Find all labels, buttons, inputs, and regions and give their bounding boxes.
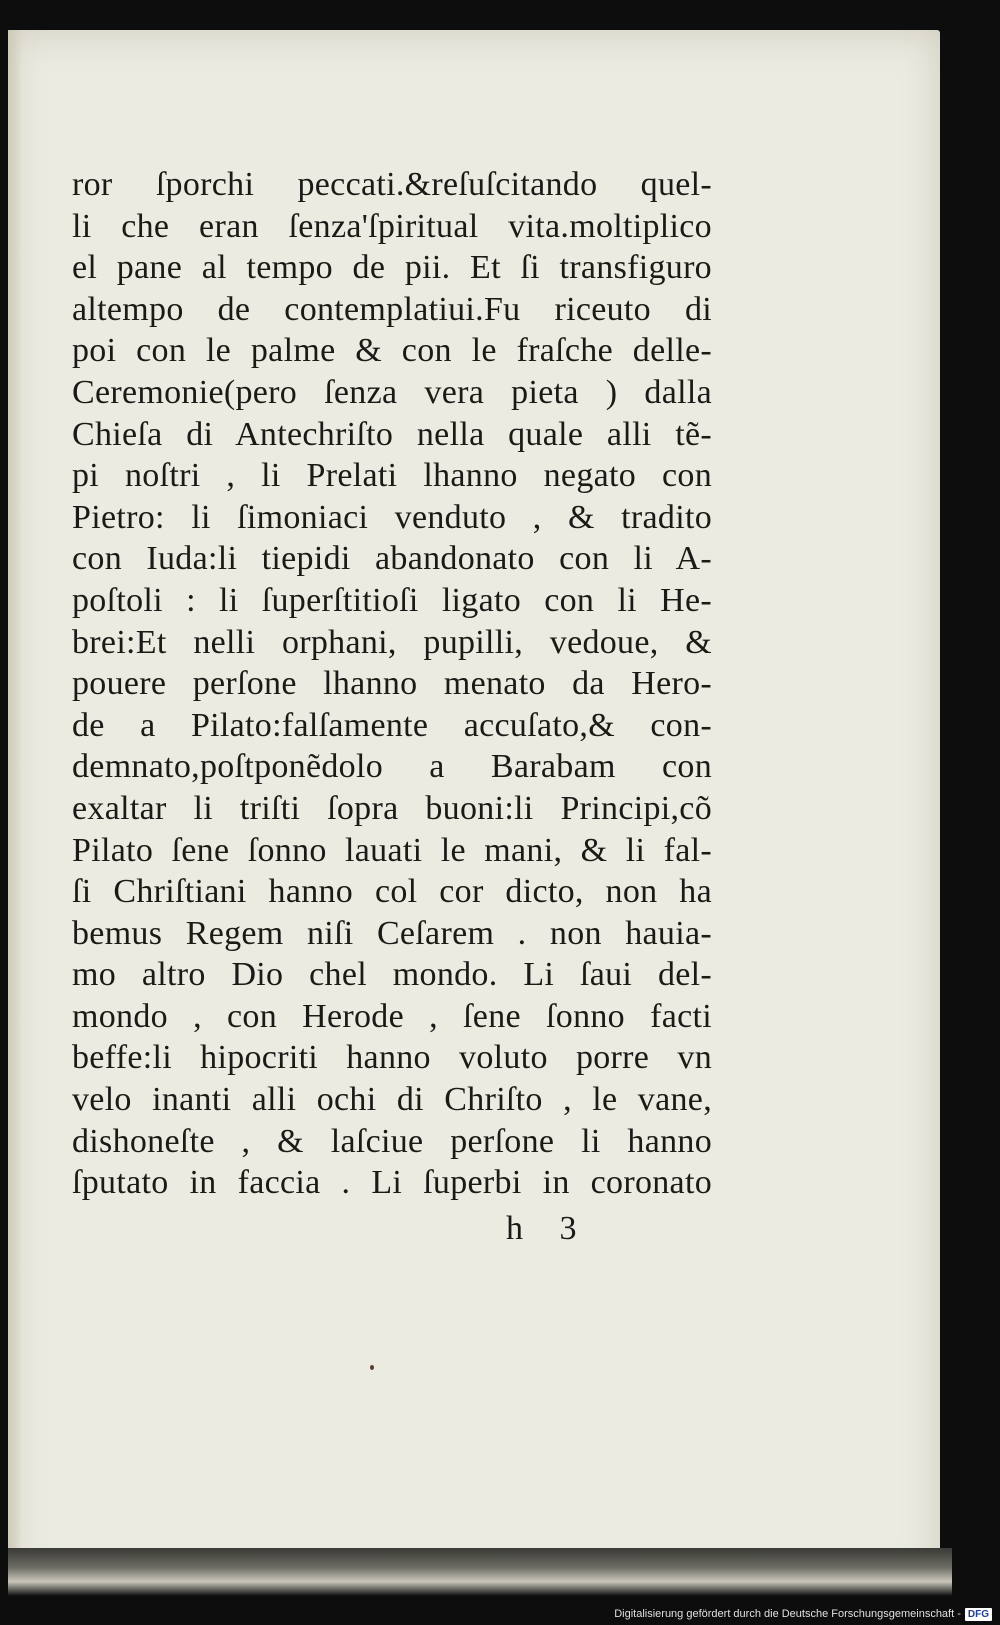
body-text bbox=[72, 164, 712, 1204]
text-line: Chieſa di Antechriſto nella quale alli tẽ- bbox=[72, 415, 712, 453]
ink-speck bbox=[370, 1365, 374, 1370]
text-line: mondo , con Herode , ſene ſonno facti bbox=[72, 997, 712, 1035]
text-line: brei:Et nelli orphani, pupilli, vedoue, & bbox=[72, 623, 712, 661]
text-line: ror ſporchi peccati.&reſuſcitando quel- bbox=[72, 166, 712, 203]
signature-mark: h 3 bbox=[506, 1210, 591, 1247]
text-line: demnato,poſtponẽdolo a Barabam con bbox=[72, 748, 712, 786]
text-line: li che eran ſenza'ſpiritual vita.moltiplico bbox=[72, 207, 712, 245]
text-line: de a Pilato:falſamente accuſato,& con- bbox=[72, 706, 712, 744]
text-line: Ceremonie(pero ſenza vera pieta ) dalla bbox=[72, 373, 712, 411]
text-line: bemus Regem niſi Ceſarem . non hauia- bbox=[72, 914, 712, 952]
footer-text: Digitalisierung gefördert durch die Deutsche Forschungsgemeinschaft - bbox=[614, 1608, 961, 1620]
text-line: poi con le palme & con le fraſche delle- bbox=[72, 332, 712, 370]
text-line: el pane al tempo de pii. Et ſi transfiguro bbox=[72, 249, 712, 287]
page-bottom-edge bbox=[8, 1548, 952, 1596]
text-line: dishoneſte , & laſciue perſone li hanno bbox=[72, 1122, 712, 1160]
text-line: Pilato ſene ſonno lauati le mani, & li fal- bbox=[72, 831, 712, 869]
text-line: mo altro Dio chel mondo. Li ſaui del- bbox=[72, 956, 712, 994]
dfg-logo: DFG bbox=[965, 1608, 992, 1621]
text-line: exaltar li triſti ſopra buoni:li Principi,cõ bbox=[72, 789, 712, 827]
text-line: velo inanti alli ochi di Chriſto , le vane, bbox=[72, 1081, 712, 1119]
text-line: pouere perſone lhanno menato da Hero- bbox=[72, 665, 712, 703]
text-line: pi noſtri , li Prelati lhanno negato con bbox=[72, 457, 712, 495]
text-line: poſtoli : li ſuperſtitioſi ligato con li He- bbox=[72, 581, 712, 619]
page-gutter-shadow bbox=[8, 30, 22, 1588]
text-line: ſi Chriſtiani hanno col cor dicto, non ha bbox=[72, 873, 712, 911]
text-line: Pietro: li ſimoniaci venduto , & tradito bbox=[72, 498, 712, 536]
text-line: beffe:li hipocriti hanno voluto porre vn bbox=[72, 1039, 712, 1077]
text-line: altempo de contemplatiui.Fu riceuto di bbox=[72, 290, 712, 328]
book-page bbox=[8, 30, 940, 1588]
text-line: con Iuda:li tiepidi abandonato con li A- bbox=[72, 540, 712, 578]
text-line: ſputato in faccia . Li ſuperbi in coronato bbox=[72, 1164, 712, 1202]
footer-credit bbox=[612, 1606, 994, 1622]
